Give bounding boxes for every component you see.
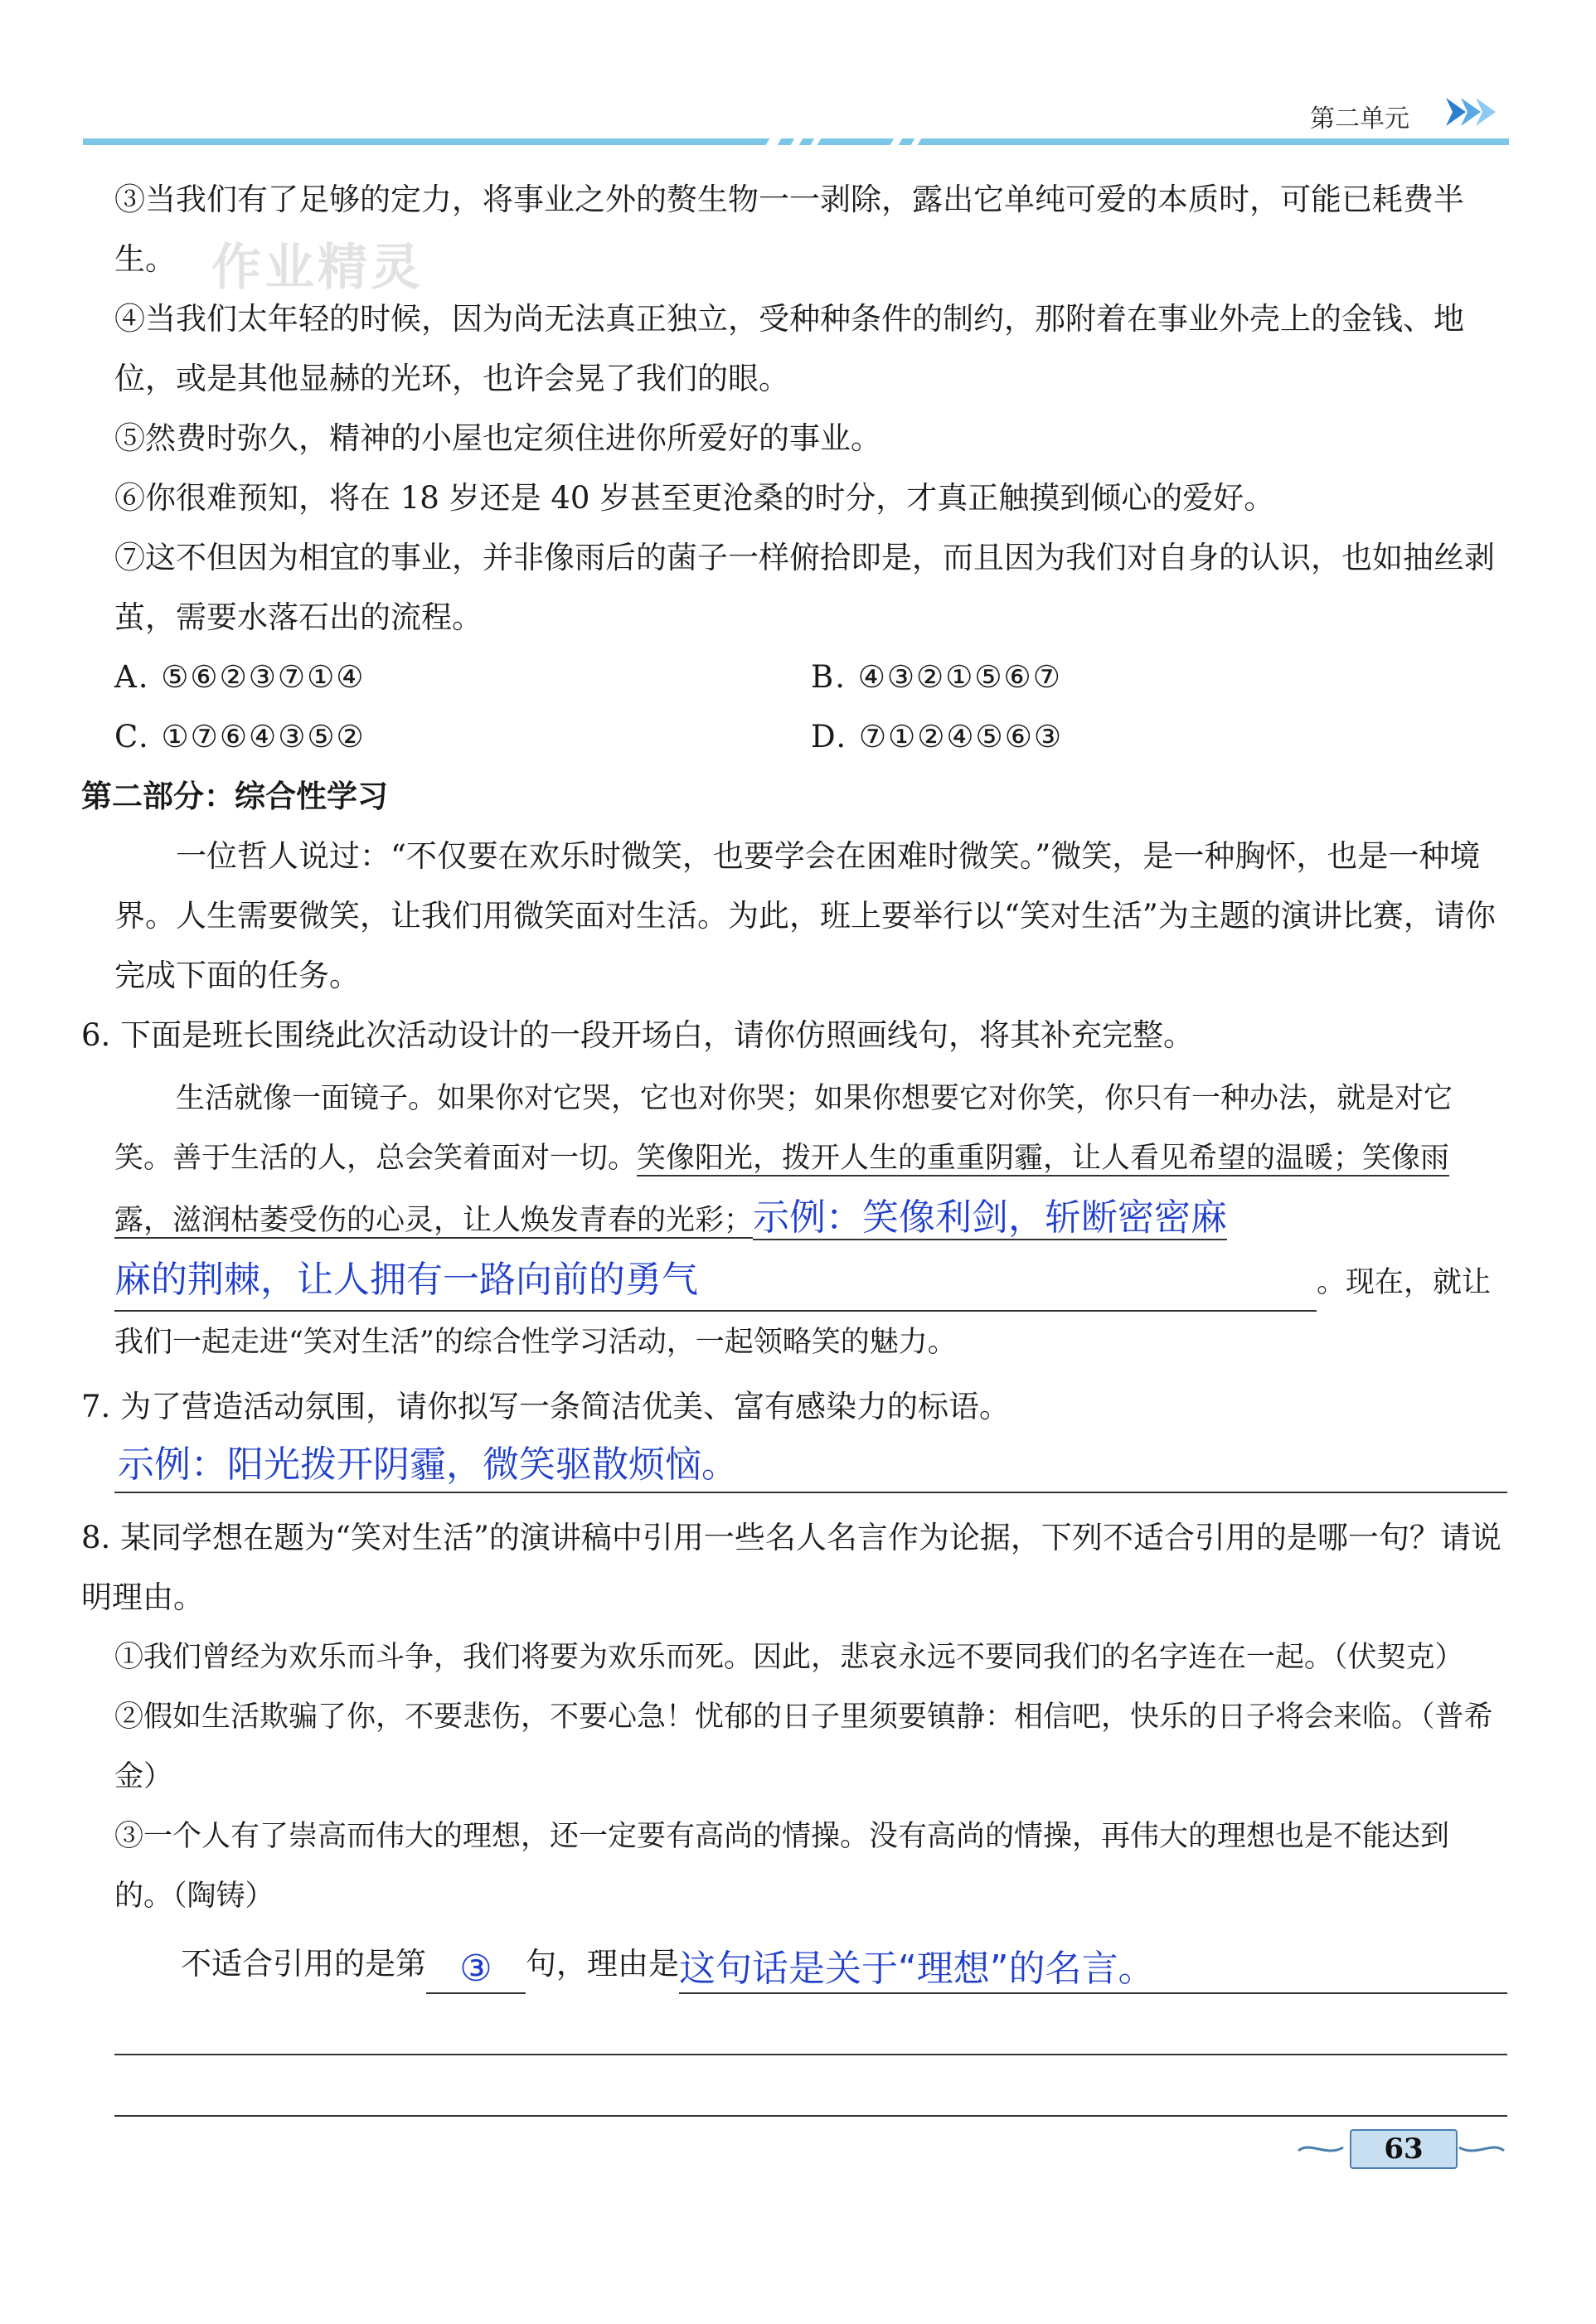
- q6-answer-part2[interactable]: 麻的荆棘，让人拥有一路向前的勇气: [114, 1250, 1317, 1312]
- page-content: [81, 170, 1507, 2117]
- q6-passage: [114, 1069, 1507, 1372]
- q7-answer: 示例：阳光拨开阴霾，微笑驱散烦恼。: [118, 1443, 738, 1486]
- q8-answer-row: [114, 1934, 1507, 1994]
- sentence-3: ③当我们有了足够的定力，将事业之外的赘生物一一剥除，露出它单纯可爱的本质时，可能已耗费半生。: [114, 182, 1464, 277]
- watermark: 作业精灵: [211, 239, 424, 297]
- option-b[interactable]: B. ④③②①⑤⑥⑦: [811, 659, 1062, 695]
- sentence-5: ⑤然费时弥久，精神的小屋也定须住进你所爱好的事业。: [114, 420, 881, 456]
- option-a[interactable]: A. ⑤⑥②③⑦①④: [114, 659, 366, 695]
- unit-label: 第二单元: [1310, 104, 1409, 133]
- part2-intro: 一位哲人说过：“不仅要在欢乐时微笑，也要学会在困难时微笑。”微笑，是一种胸怀，也是一种境界。人生需要微笑，让我们用微笑面对生活。为此，班上要举行以“笑对生活”为主题的演讲比赛，请你完成下面的任务。: [114, 838, 1496, 993]
- sentence-4: ④当我们太年轻的时候，因为尚无法真正独立，受种种条件的制约，那附着在事业外壳上的金钱、地位，或是其他显赫的光环，也许会晃了我们的眼。: [114, 301, 1464, 396]
- q8-quote-1: ①我们曾经为欢乐而斗争，我们将要为欢乐而死。因此，悲哀永远不要同我们的名字连在一起。（伏契克）: [114, 1641, 1464, 1674]
- options-row-1: [114, 648, 1507, 707]
- option-c[interactable]: C. ①⑦⑥④③⑤②: [114, 719, 366, 754]
- chevron-right-icon: [1441, 93, 1499, 131]
- q6-text-before: 生活就像一面镜子。如果你对它哭，它也对你哭；如果你想要它对你笑，你只有一种办法，就是对它笑。善于生活的人，总会笑着面对一切。: [114, 1082, 1453, 1175]
- q8-answer-choice[interactable]: ③: [426, 1946, 526, 1994]
- page-number: 63: [1350, 2129, 1458, 2169]
- q8-answer-prefix: 不适合引用的是第: [181, 1946, 426, 1982]
- q6-answer-part1[interactable]: 示例：笑像利剑，斩断密密麻: [753, 1196, 1228, 1239]
- question-7: 7. 为了营造活动氛围，请你拟写一条简洁优美、富有感染力的标语。: [81, 1389, 1011, 1424]
- q8-answer-reason[interactable]: 这句话是关于“理想”的名言。: [679, 1946, 1507, 1994]
- option-d[interactable]: D. ⑦①②④⑤⑥③: [811, 719, 1064, 754]
- q8-answer-middle: 句，理由是: [526, 1946, 679, 1982]
- question-8: 8. 某同学想在题为“笑对生活”的演讲稿中引用一些名人名言作为论据，下列不适合引用的是哪一句？请说明理由。: [81, 1520, 1501, 1615]
- page-number-badge: [1293, 2123, 1509, 2172]
- sentence-6: ⑥你很难预知，将在 18 岁还是 40 岁甚至更沧桑的时分，才真正触摸到倾心的爱好。: [114, 480, 1275, 516]
- q6-text-after: 。现在，就让我们一起走进“笑对生活”的综合性学习活动，一起领略笑的魅力。: [114, 1266, 1492, 1359]
- q8-quote-2: ②假如生活欺骗了你，不要悲伤，不要心急！忧郁的日子里须要镇静：相信吧，快乐的日子将会来临。（普希金）: [114, 1701, 1493, 1793]
- q6-underlined-sentence: 笑像阳光，拨开人生的重重阴霾，让人看见希望的温暖；笑像雨露，滋润枯萎受伤的心灵，让人焕发青春的光彩；: [114, 1142, 1450, 1237]
- question-6: 6. 下面是班长围绕此次活动设计的一段开场白，请你仿照画线句，将其补充完整。: [81, 1017, 1195, 1053]
- section-title: 第二部分：综合性学习: [81, 779, 388, 814]
- q8-blank-line-1[interactable]: [114, 1994, 1507, 2055]
- q8-quote-3: ③一个人有了崇高而伟大的理想，还一定要有高尚的情操。没有高尚的情操，再伟大的理想也是不能达到的。（陶铸）: [114, 1820, 1450, 1913]
- q8-blank-line-2[interactable]: [114, 2055, 1507, 2117]
- header-divider: [83, 136, 1509, 148]
- q7-answer-line[interactable]: [114, 1437, 1507, 1493]
- sentence-7: ⑦这不但因为相宜的事业，并非像雨后的菌子一样俯拾即是，而且因为我们对自身的认识，也如抽丝剥茧，需要水落石出的流程。: [114, 540, 1495, 635]
- options-row-2: [114, 707, 1507, 767]
